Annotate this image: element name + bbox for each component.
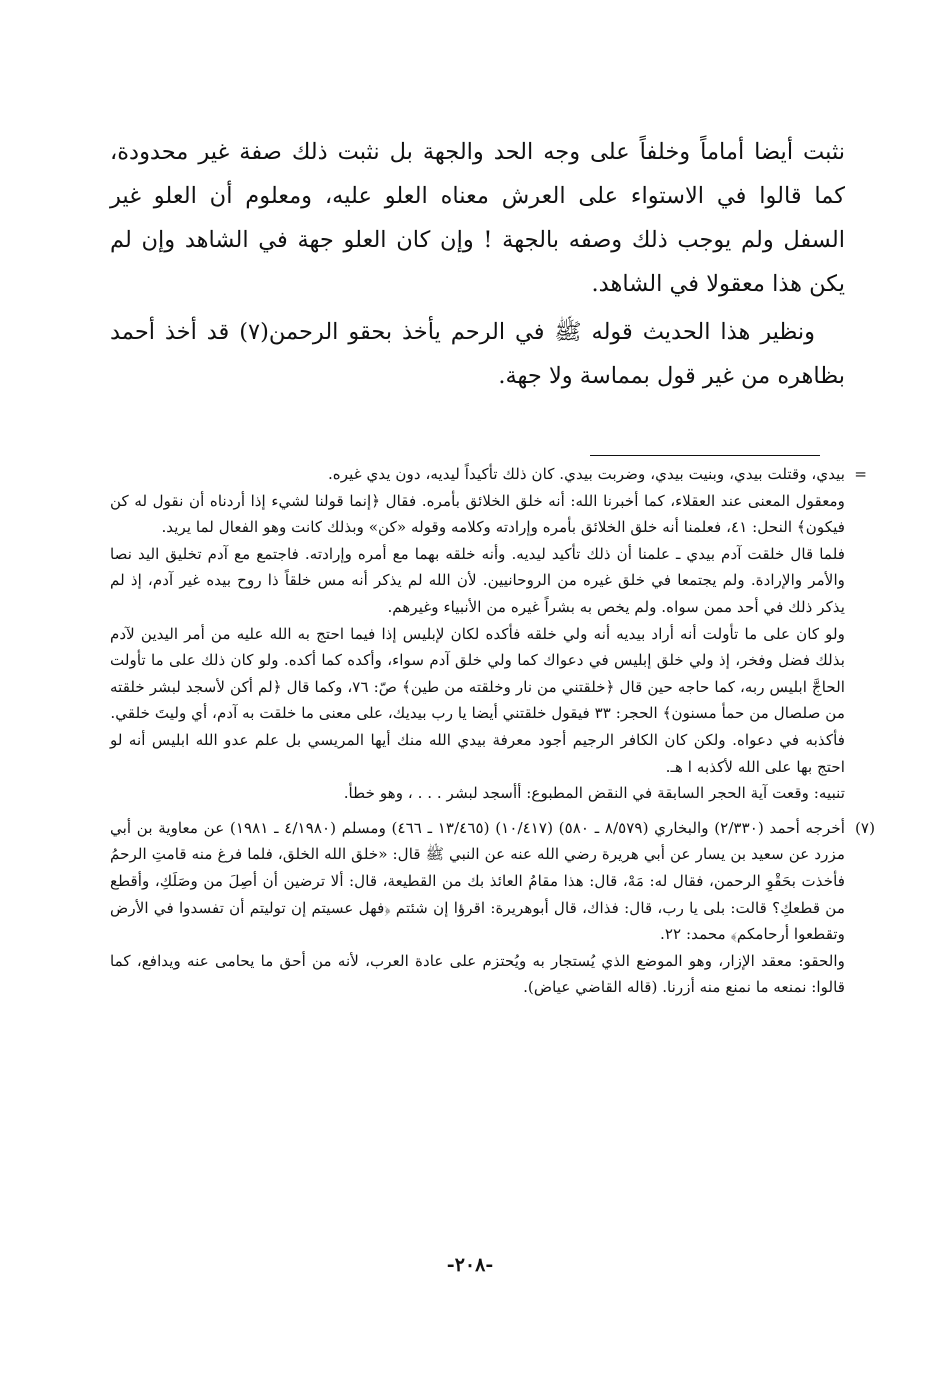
footnote-separator: [590, 455, 820, 456]
page-number: -٢٠٨-: [446, 1254, 494, 1276]
footnote-cont-paragraph-5: فأكذبه في دعواه. ولكن كان الكافر الرجيم أجود معرفة بيدي الله منك أيها المريسي بل علم عدو الله ابليس أنه لو احتج بها على الله لأكذبه ا هـ.: [110, 730, 845, 776]
footnote-7-text: أخرجه أحمد (٢/٣٣٠) والبخاري (٨/٥٧٩ ـ ٥٨٠) (١٠/٤١٧) (١٣/٤٦٥ ـ ٤٦٦) ومسلم (٤/١٩٨٠ ـ ١٩٨١) عن معاوية بن أبي مزرد عن سعيد بن يسار عن أبي هريرة رضي الله عنه عن النبي ﷺ قال: «خلق الله الخلق، فلما فرغ منه قامتِ الرحمُ فأخذت بحَقْوِ الرحمن، فقال له: مَهْ، قال: هذا مقامُ العائذ بك من القطيعة، قال: ألا ترضين أن أصِلَ من وصَلَكِ، وأقطع من قطعكِ؟ قالت: بلى يا رب، قال: فذاك، قال أبوهريرة: اقرؤا إن شئتم ﴿فهل عسيتم إن توليتم أن تفسدوا في الأرض وتقطعوا أرحامكم﴾ محمد: ٢٢.: [110, 818, 846, 944]
footnote-7-marker: (٧): [854, 818, 875, 837]
footnote-cont-paragraph-4: ولو كان على ما تأولت أنه أراد بيديه أنه ولي خلقه فأكده لكان لإبليس إذا فيما احتج به الله عليه من أمر اليدين لآدم بذلك فضل وفخر، إذ ولي خلق إبليس في دعواك كما ولي خلق آدم سواء، وأكده كما أكده. ولو كان ذلك على ما تأولت الحاجَّ ابليس ربه، كما حاجه حين قال ﴿خلقتني من نار وخلقته من طين﴾ صّ: ٧٦، وكما قال ﴿لم أكن لأسجد لبشر خلقته من صلصال من حمأ مسنون﴾ الحجر: ٣٣ فيقول خلقتني أيضا يا رب بيديك، على معنى ما خلقت به آدم، أي وليتَ خلقي.: [110, 624, 845, 723]
footnote-cont-paragraph-3: فلما قال خلقت آدم بيدي ـ علمنا أن ذلك تأكيد ليديه. وأنه خلقه بهما مع أمره وإرادته. فاجتمع مع آدم تخليق اليد نصا والأمر والإرادة. ولم يجتمعا في خلق غيره من الروحانيين. لأن الله لم يذكر أنه مس خلقاً ذا روح بيده غير آدم، إذ لم يذكر ذلك في أحد ممن سواه. ولم يخص به بشراً غيره من الأنبياء وغيرهم.: [110, 544, 845, 616]
footnote-continuation: [110, 461, 867, 488]
footnote-7: [110, 815, 875, 948]
main-text: [110, 130, 845, 398]
continuation-marker: =: [854, 465, 867, 483]
footnote-cont-line-1: بيدي، وقتلت بيدي، وبنيت بيدي، وضربت بيدي. كان ذلك تأكيداً ليديه، دون يدي غيره.: [327, 465, 845, 483]
footnote-cont-paragraph-2: ومعقول المعنى عند العقلاء، كما أخبرنا الله: أنه خلق الخلائق بأمره. فقال ﴿إنما قولنا لشيء إذا أردناه أن نقول له كن فيكون﴾ النحل: ٤١، فعلمنا أنه خلق الخلائق بأمره وإرادته وكلامه وقوله «كن» وبذلك كانت وهو الفعال لما يريد.: [110, 491, 845, 537]
main-paragraph-1: نثبت أيضا أماماً وخلفاً على وجه الحد والجهة بل نثبت ذلك صفة غير محدودة، كما قالوا في الاستواء على العرش معناه العلو عليه، ومعلوم أن العلو غير السفل ولم يوجب ذلك وصفه بالجهة ! وإن كان العلو جهة في الشاهد وإن لم يكن هذا معقولا في الشاهد.: [110, 139, 845, 297]
footnote-7-definition: والحقو: معقد الإزار، وهو الموضع الذي يُستجار به ويُحتزم على عادة العرب، لأنه من أحق ما يحامى عنه ويدافع، كما قالوا: نمنعه ما نمنع منه أزرنا. (قاله القاضي عياض).: [110, 951, 845, 997]
footnotes: [110, 461, 875, 1001]
main-paragraph-2: ونظير هذا الحديث قوله ﷺ في الرحم يأخذ بحقو الرحمن(٧) قد أخذ أحمد بظاهره من غير قول بمماسة ولا جهة.: [110, 319, 845, 389]
footnote-cont-notice: تنبيه: وقعت آية الحجر السابقة في النقض المطبوع: أأسجد لبشر . . . ، وهو خطأ.: [343, 784, 845, 803]
